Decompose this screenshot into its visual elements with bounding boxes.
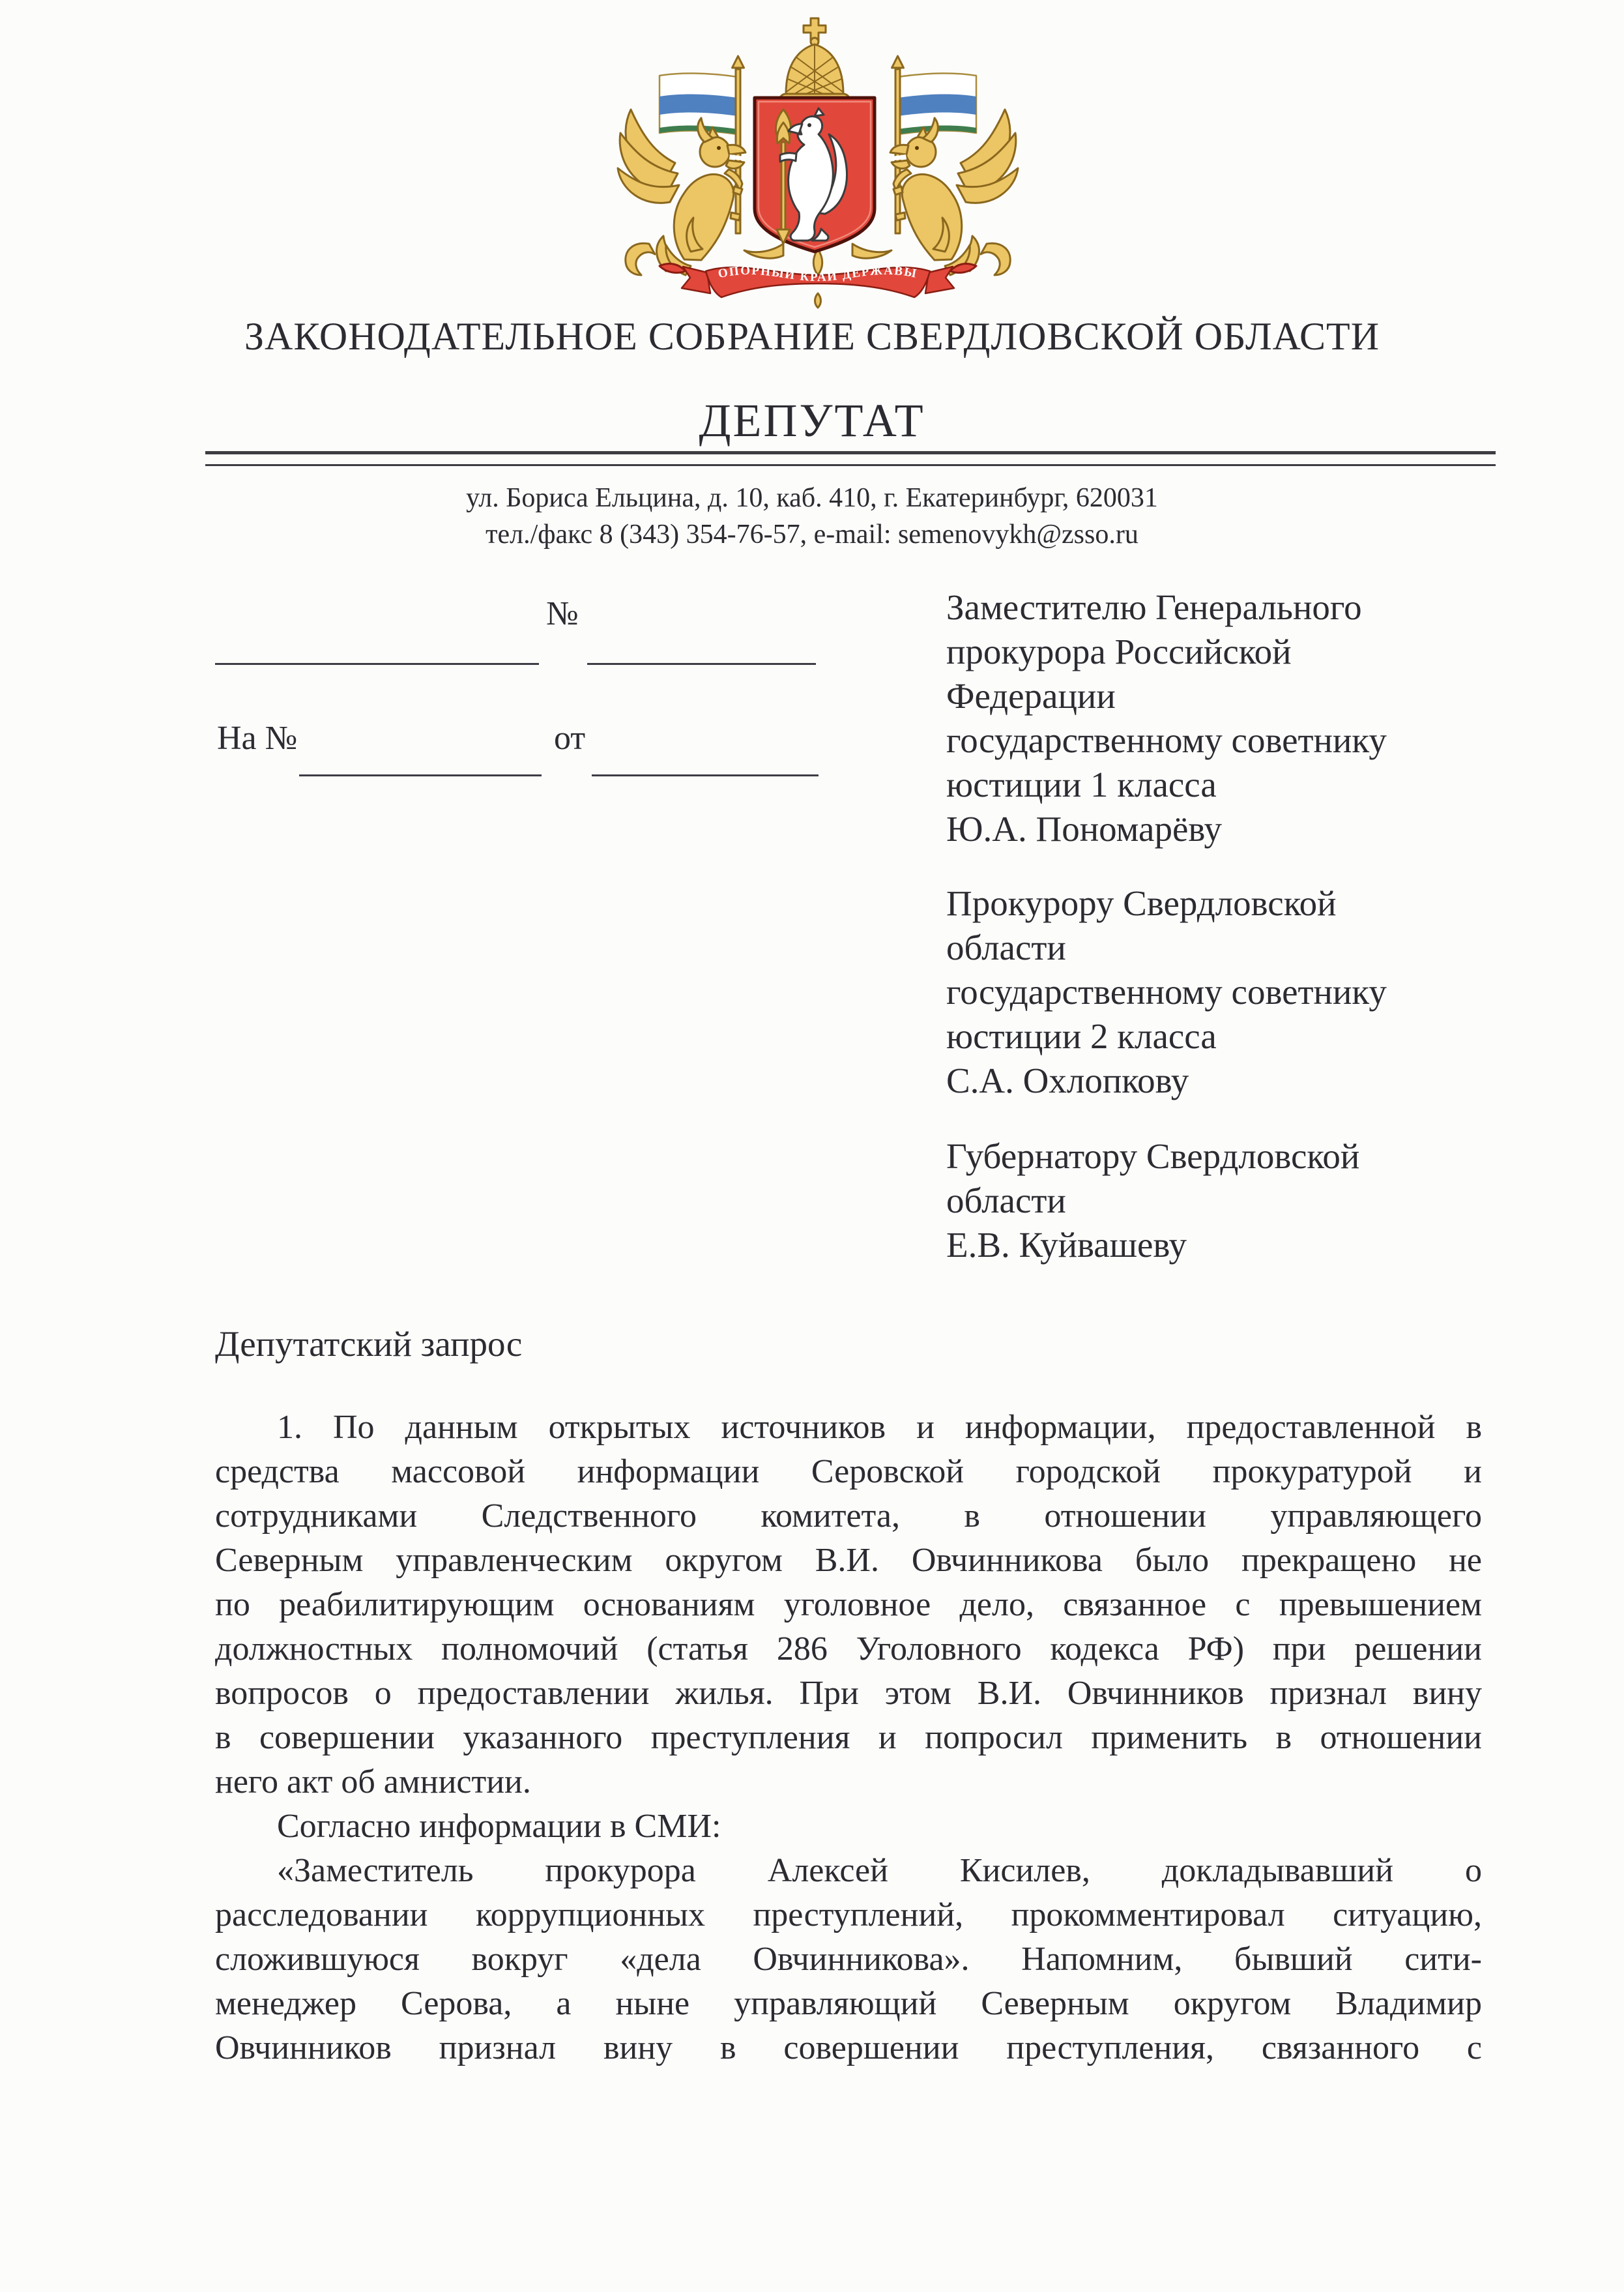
body-line: должностных полномочий (статья 286 Уголовного кодекса РФ) при решении: [215, 1630, 1482, 1668]
body-line: по реабилитирующим основаниям уголовное дело, связанное с превышением: [215, 1586, 1482, 1623]
body-line: Овчинников признал вину в совершении преступления, связанного с: [215, 2029, 1482, 2066]
outgoing-number-blank: [587, 663, 816, 665]
recipient-line: Е.В. Куйвашеву: [946, 1225, 1187, 1265]
contact-line: тел./факс 8 (343) 354-76-57, e-mail: semenovykh@zsso.ru: [486, 520, 1138, 550]
body-line: сложившуюся вокруг «дела Овчинникова». Напомним, бывший сити-: [215, 1941, 1482, 1978]
body-line: в совершении указанного преступления и попросил применить в отношении: [215, 1719, 1482, 1756]
body-line: расследовании коррупционных преступлений, прокомментировал ситуацию,: [215, 1896, 1482, 1933]
outgoing-date-blank: [215, 663, 539, 665]
recipient-line: Ю.А. Пономарёву: [946, 809, 1222, 849]
document-type-heading: Депутатский запрос: [215, 1324, 523, 1364]
recipient-line: Заместителю Генерального: [946, 587, 1362, 627]
body-line: 1. По данным открытых источников и информации, предоставленной в: [277, 1409, 1482, 1446]
body-line: него акт об амнистии.: [215, 1763, 531, 1800]
document-body: [215, 1405, 1482, 2070]
body-line: сотрудниками Следственного комитета, в отношении управляющего: [215, 1497, 1482, 1535]
coat-of-arms-emblem: [587, 13, 1049, 310]
recipient-line: Федерации: [946, 676, 1116, 716]
recipient-line: государственному советнику: [946, 720, 1387, 760]
recipient-line: области: [946, 1181, 1066, 1220]
reply-to-number-blank: [299, 774, 542, 776]
organization-name: ЗАКОНОДАТЕЛЬНОЕ СОБРАНИЕ СВЕРДЛОВСКОЙ ОБЛАСТИ: [244, 315, 1380, 358]
body-line: «Заместитель прокурора Алексей Кисилев, докладывавший о: [277, 1852, 1482, 1889]
motto-text: ОПОРНЫЙ КРАЙ ДЕРЖАВЫ: [717, 263, 919, 285]
recipient-line: юстиции 2 класса: [946, 1016, 1217, 1056]
recipient-line: Прокурору Свердловской: [946, 883, 1337, 923]
address-line: ул. Бориса Ельцина, д. 10, каб. 410, г. Екатеринбург, 620031: [466, 483, 1158, 513]
reply-to-date-blank: [592, 774, 819, 776]
recipient-line: Губернатору Свердловской: [946, 1136, 1360, 1176]
body-line: менеджер Серова, а ныне управляющий Северным округом Владимир: [215, 1985, 1482, 2022]
from-date-label: от: [554, 720, 586, 757]
number-label: №: [546, 595, 579, 632]
recipient-block-deputy-prosecutor-general: [946, 585, 1494, 851]
crown: [779, 18, 850, 108]
body-line: вопросов о предоставлении жилья. При этом В.И. Овчинников признал вину: [215, 1675, 1482, 1712]
separator-rule-bottom: [205, 464, 1496, 466]
recipient-line: области: [946, 928, 1066, 967]
recipient-line: юстиции 1 класса: [946, 765, 1217, 804]
recipient-line: прокурора Российской: [946, 632, 1292, 671]
recipient-block-governor: [946, 1134, 1494, 1267]
reply-to-number-label: На №: [217, 720, 298, 757]
body-line: Северным управленческим округом В.И. Овчинникова было прекращено не: [215, 1542, 1482, 1579]
recipient-line: С.А. Охлопкову: [946, 1061, 1189, 1100]
body-line: Согласно информации в СМИ:: [277, 1808, 721, 1845]
body-line: средства массовой информации Серовской городской прокуратурой и: [215, 1453, 1482, 1490]
separator-rule-top: [205, 451, 1496, 454]
recipient-block-oblast-prosecutor: [946, 881, 1494, 1103]
recipient-line: государственному советнику: [946, 972, 1387, 1012]
document-title: ДЕПУТАТ: [699, 394, 925, 447]
